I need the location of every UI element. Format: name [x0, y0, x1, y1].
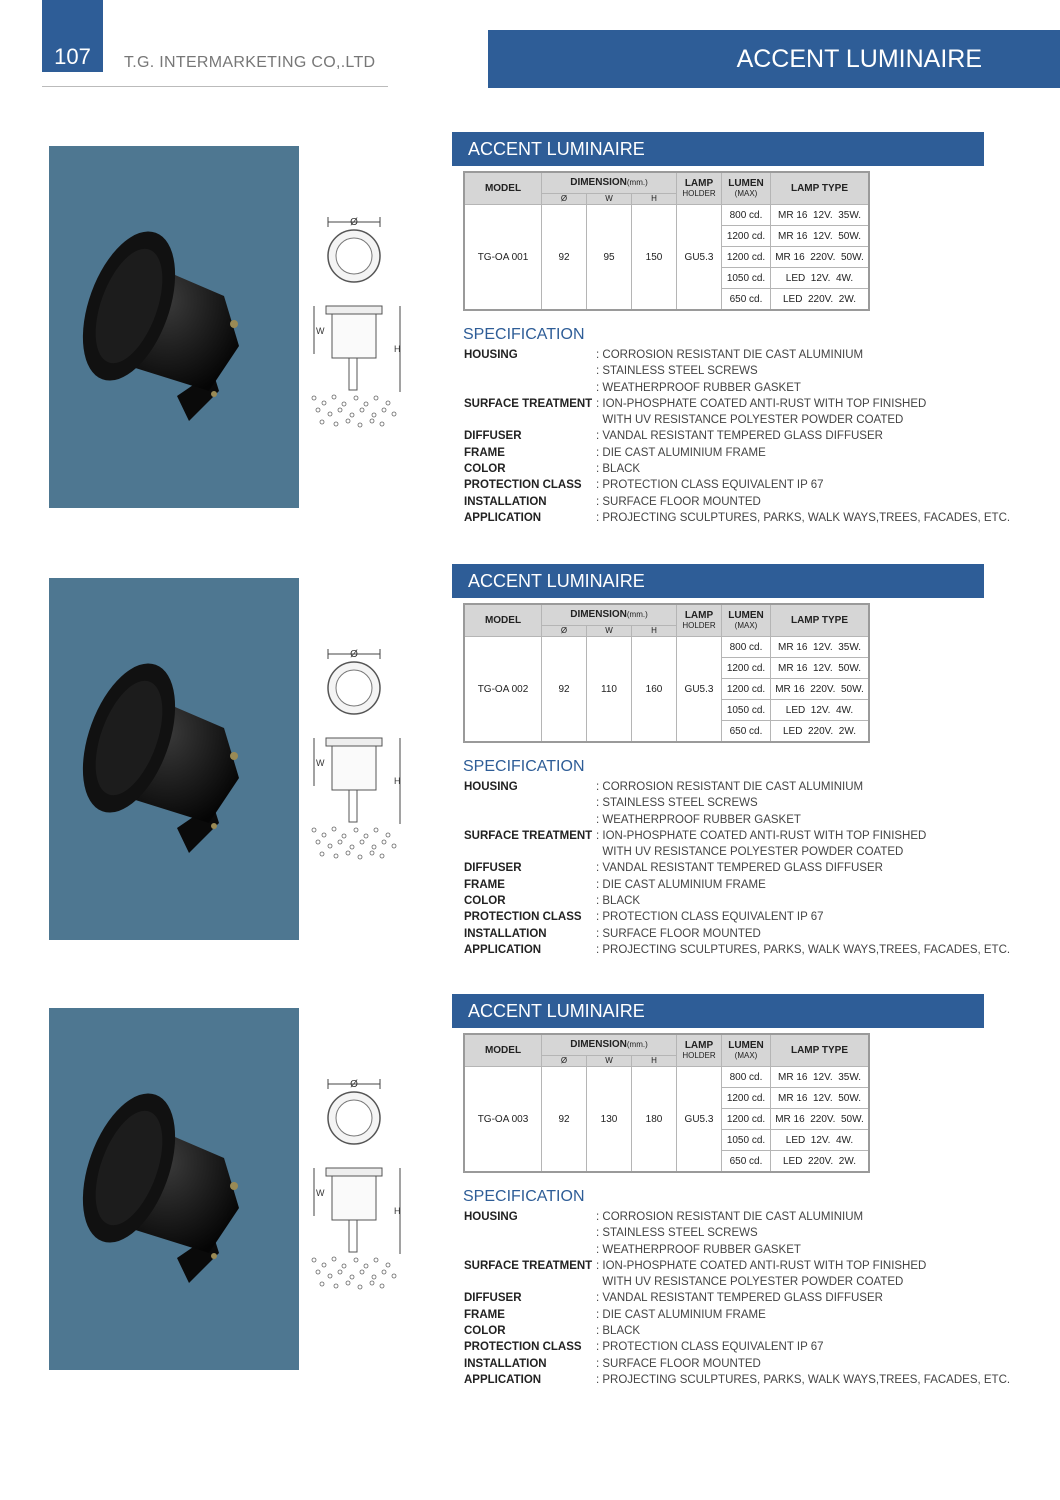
spec-label: INSTALLATION	[464, 927, 547, 940]
spec-value: : PROJECTING SCULPTURES, PARKS, WALK WAYS,TREES, FACADES, ETC.	[596, 943, 1011, 956]
header-h: H	[632, 194, 677, 205]
spec-label: PROTECTION CLASS	[464, 1341, 582, 1354]
spec-label	[464, 844, 596, 860]
spec-table	[463, 1033, 870, 1173]
lumen-cell: 1050 cd.	[722, 1130, 771, 1151]
w-cell: 95	[587, 205, 632, 311]
spec-value: : STAINLESS STEEL SCREWS	[596, 797, 758, 810]
spec-value: : CORROSION RESISTANT DIE CAST ALUMINIUM	[596, 1211, 864, 1223]
lumen-cell: 1050 cd.	[722, 268, 771, 289]
lumen-cell: 1200 cd.	[722, 247, 771, 268]
spec-value: : VANDAL RESISTANT TEMPERED GLASS DIFFUSER	[596, 1292, 883, 1305]
header-diameter: Ø	[542, 1056, 587, 1067]
spec-row	[464, 1323, 1010, 1339]
spec-value: : WEATHERPROOF RUBBER GASKET	[596, 381, 801, 394]
spec-value: : ION-PHOSPHATE COATED ANTI-RUST WITH TOP FINISHED	[596, 397, 927, 410]
specification-list	[464, 347, 1010, 526]
spec-value: : DIE CAST ALUMINIUM FRAME	[596, 878, 766, 891]
lumen-cell: 1200 cd.	[722, 679, 771, 700]
spec-label: INSTALLATION	[464, 495, 547, 508]
section-title: ACCENT LUMINAIRE	[452, 994, 984, 1028]
spec-value: : SURFACE FLOOR MOUNTED	[596, 495, 761, 508]
header-diameter: Ø	[542, 194, 587, 205]
header-lumen: LUMEN (MAX)	[722, 172, 771, 205]
header-model: MODEL	[464, 604, 542, 637]
lamp-holder-cell: GU5.3	[677, 205, 722, 311]
model-cell: TG-OA 003	[464, 1067, 542, 1173]
spec-row	[464, 942, 1010, 958]
lumen-cell: 1050 cd.	[722, 700, 771, 721]
h-label: H	[394, 344, 401, 354]
spec-label	[464, 380, 596, 396]
w-cell: 110	[587, 637, 632, 743]
spec-value: : PROJECTING SCULPTURES, PARKS, WALK WAYS,TREES, FACADES, ETC.	[596, 511, 1011, 524]
table-row	[464, 205, 869, 226]
spec-value: : DIE CAST ALUMINIUM FRAME	[596, 1308, 766, 1321]
spec-row	[464, 494, 1010, 510]
spec-row	[464, 1242, 1010, 1258]
lamp-type-cell: MR 16 12V. 50W.	[771, 226, 870, 247]
header-w: W	[587, 626, 632, 637]
spec-label: APPLICATION	[464, 511, 542, 524]
header-h: H	[632, 626, 677, 637]
spec-label	[464, 363, 596, 379]
spec-value: : STAINLESS STEEL SCREWS	[596, 1227, 758, 1240]
spec-value: : BLACK	[596, 463, 641, 476]
spec-row	[464, 1258, 1010, 1274]
lumen-cell: 800 cd.	[722, 1067, 771, 1088]
header-lamp-type: LAMP TYPE	[771, 1034, 870, 1067]
lamp-type-cell: MR 16 12V. 50W.	[771, 658, 870, 679]
h-label: H	[394, 776, 401, 786]
spec-row	[464, 893, 1010, 909]
spec-value: : VANDAL RESISTANT TEMPERED GLASS DIFFUSER	[596, 862, 883, 875]
spec-row	[464, 1290, 1010, 1306]
lumen-cell: 650 cd.	[722, 1151, 771, 1173]
diameter-label: Ø	[350, 217, 358, 228]
spec-row	[464, 396, 1010, 412]
header-w: W	[587, 194, 632, 205]
spec-label: APPLICATION	[464, 1373, 542, 1386]
spec-row	[464, 926, 1010, 942]
spec-value: : PROTECTION CLASS EQUIVALENT IP 67	[596, 479, 824, 492]
lamp-type-cell: LED 220V. 2W.	[771, 1151, 870, 1173]
spec-label	[464, 412, 596, 428]
spec-label: FRAME	[464, 878, 505, 891]
lamp-type-cell: LED 12V. 4W.	[771, 268, 870, 289]
lumen-cell: 1200 cd.	[722, 226, 771, 247]
h-label: H	[394, 1206, 401, 1216]
page-number: 107	[54, 44, 91, 69]
header-lamp-type: LAMP TYPE	[771, 604, 870, 637]
product-photo	[49, 146, 299, 508]
spec-row	[464, 363, 1010, 379]
product-photo	[49, 1008, 299, 1370]
spec-value: WITH UV RESISTANCE POLYESTER POWDER COATED	[596, 846, 904, 859]
diameter-cell: 92	[542, 1067, 587, 1173]
lumen-cell: 800 cd.	[722, 205, 771, 226]
company-name: T.G. INTERMARKETING CO,.LTD	[124, 54, 376, 71]
banner-title: ACCENT LUMINAIRE	[736, 44, 982, 73]
specification-title: SPECIFICATION	[463, 758, 585, 775]
model-cell: TG-OA 002	[464, 637, 542, 743]
spec-row	[464, 445, 1010, 461]
spotlight-image	[49, 146, 299, 508]
spec-label: SURFACE TREATMENT	[464, 1259, 593, 1272]
diameter-label: Ø	[350, 649, 358, 660]
spec-row	[464, 428, 1010, 444]
spec-label	[464, 1225, 596, 1241]
specification-title: SPECIFICATION	[463, 326, 585, 343]
spec-label: COLOR	[464, 463, 506, 476]
spec-row	[464, 795, 1010, 811]
h-cell: 160	[632, 637, 677, 743]
spec-row	[464, 779, 1010, 795]
technical-drawing	[304, 1076, 404, 1306]
header-model: MODEL	[464, 172, 542, 205]
table-row	[464, 637, 869, 658]
spec-label: COLOR	[464, 1325, 506, 1338]
header-lumen: LUMEN (MAX)	[722, 1034, 771, 1067]
spec-row	[464, 461, 1010, 477]
header-lamp-holder: LAMP HOLDER	[677, 604, 722, 637]
spec-label: PROTECTION CLASS	[464, 479, 582, 492]
spec-table	[463, 603, 870, 743]
spec-row	[464, 412, 1010, 428]
header-lumen: LUMEN (MAX)	[722, 604, 771, 637]
spotlight-image	[49, 1008, 299, 1370]
spec-value: : PROTECTION CLASS EQUIVALENT IP 67	[596, 1341, 824, 1354]
spec-row	[464, 909, 1010, 925]
specification-title: SPECIFICATION	[463, 1188, 585, 1205]
spec-label: SURFACE TREATMENT	[464, 397, 593, 410]
spec-row	[464, 812, 1010, 828]
w-label: W	[316, 1188, 325, 1198]
spec-value: : BLACK	[596, 895, 641, 908]
header-dimension: DIMENSION(mm.)	[542, 604, 677, 626]
header-lamp-holder: LAMP HOLDER	[677, 172, 722, 205]
product-section-1	[0, 132, 1060, 532]
section-title: ACCENT LUMINAIRE	[452, 564, 984, 598]
w-label: W	[316, 758, 325, 768]
specification-list	[464, 779, 1010, 958]
spec-value: : BLACK	[596, 1325, 641, 1338]
spec-row	[464, 1274, 1010, 1290]
spec-row	[464, 1225, 1010, 1241]
spec-label: DIFFUSER	[464, 862, 522, 875]
spec-value: : SURFACE FLOOR MOUNTED	[596, 1357, 761, 1370]
lumen-cell: 650 cd.	[722, 289, 771, 311]
spec-label	[464, 812, 596, 828]
header-diameter: Ø	[542, 626, 587, 637]
spec-label: COLOR	[464, 895, 506, 908]
page-number-box	[42, 0, 103, 72]
header-dimension: DIMENSION(mm.)	[542, 172, 677, 194]
lamp-type-cell: MR 16 12V. 50W.	[771, 1088, 870, 1109]
spec-row	[464, 844, 1010, 860]
product-section-3	[0, 994, 1060, 1394]
lamp-type-cell: LED 220V. 2W.	[771, 721, 870, 743]
lamp-type-cell: MR 16 220V. 50W.	[771, 679, 870, 700]
lamp-holder-cell: GU5.3	[677, 637, 722, 743]
model-cell: TG-OA 001	[464, 205, 542, 311]
technical-drawing	[304, 214, 404, 444]
lamp-type-cell: MR 16 12V. 35W.	[771, 637, 870, 658]
spec-label	[464, 1274, 596, 1290]
spec-label: FRAME	[464, 446, 505, 459]
spec-label: HOUSING	[464, 349, 518, 361]
spec-label: SURFACE TREATMENT	[464, 829, 593, 842]
w-label: W	[316, 326, 325, 336]
spec-row	[464, 510, 1010, 526]
diameter-cell: 92	[542, 637, 587, 743]
spec-value: : PROJECTING SCULPTURES, PARKS, WALK WAYS,TREES, FACADES, ETC.	[596, 1373, 1011, 1386]
header-w: W	[587, 1056, 632, 1067]
w-cell: 130	[587, 1067, 632, 1173]
spec-row	[464, 1372, 1010, 1388]
header-dimension: DIMENSION(mm.)	[542, 1034, 677, 1056]
spec-table	[463, 171, 870, 311]
spec-label: HOUSING	[464, 781, 518, 793]
product-section-2	[0, 564, 1060, 964]
spec-label: FRAME	[464, 1308, 505, 1321]
spec-row	[464, 860, 1010, 876]
spec-value: : STAINLESS STEEL SCREWS	[596, 365, 758, 378]
spec-row	[464, 380, 1010, 396]
spec-row	[464, 877, 1010, 893]
spec-value: : DIE CAST ALUMINIUM FRAME	[596, 446, 766, 459]
header-divider	[42, 86, 388, 87]
header-lamp-holder: LAMP HOLDER	[677, 1034, 722, 1067]
spec-row	[464, 1356, 1010, 1372]
spec-value: : WEATHERPROOF RUBBER GASKET	[596, 813, 801, 826]
specification-list	[464, 1209, 1010, 1388]
lamp-type-cell: MR 16 220V. 50W.	[771, 247, 870, 268]
lamp-type-cell: LED 12V. 4W.	[771, 1130, 870, 1151]
lamp-type-cell: MR 16 12V. 35W.	[771, 1067, 870, 1088]
header-h: H	[632, 1056, 677, 1067]
spec-value: : WEATHERPROOF RUBBER GASKET	[596, 1243, 801, 1256]
lamp-type-cell: LED 12V. 4W.	[771, 700, 870, 721]
spec-value: : ION-PHOSPHATE COATED ANTI-RUST WITH TOP FINISHED	[596, 1259, 927, 1272]
spec-row	[464, 347, 1010, 363]
spec-label	[464, 795, 596, 811]
spec-value: WITH UV RESISTANCE POLYESTER POWDER COATED	[596, 414, 904, 427]
spec-row	[464, 1339, 1010, 1355]
header-model: MODEL	[464, 1034, 542, 1067]
spec-label: DIFFUSER	[464, 1292, 522, 1305]
table-row	[464, 1067, 869, 1088]
lumen-cell: 1200 cd.	[722, 1088, 771, 1109]
spec-label: PROTECTION CLASS	[464, 911, 582, 924]
spec-label: INSTALLATION	[464, 1357, 547, 1370]
spec-value: : CORROSION RESISTANT DIE CAST ALUMINIUM	[596, 349, 864, 361]
spec-value: WITH UV RESISTANCE POLYESTER POWDER COATED	[596, 1276, 904, 1289]
lumen-cell: 1200 cd.	[722, 1109, 771, 1130]
product-photo	[49, 578, 299, 940]
spec-row	[464, 1307, 1010, 1323]
spec-label: APPLICATION	[464, 943, 542, 956]
lamp-type-cell: MR 16 220V. 50W.	[771, 1109, 870, 1130]
section-title: ACCENT LUMINAIRE	[452, 132, 984, 166]
spec-label: HOUSING	[464, 1211, 518, 1223]
spec-row	[464, 828, 1010, 844]
h-cell: 180	[632, 1067, 677, 1173]
spec-value: : PROTECTION CLASS EQUIVALENT IP 67	[596, 911, 824, 924]
spec-value: : SURFACE FLOOR MOUNTED	[596, 927, 761, 940]
spec-row	[464, 1209, 1010, 1225]
spec-value: : ION-PHOSPHATE COATED ANTI-RUST WITH TOP FINISHED	[596, 829, 927, 842]
spotlight-image	[49, 578, 299, 940]
header-lamp-type: LAMP TYPE	[771, 172, 870, 205]
diameter-label: Ø	[350, 1079, 358, 1090]
spec-value: : VANDAL RESISTANT TEMPERED GLASS DIFFUSER	[596, 430, 883, 443]
lumen-cell: 1200 cd.	[722, 658, 771, 679]
technical-drawing	[304, 646, 404, 876]
lamp-type-cell: MR 16 12V. 35W.	[771, 205, 870, 226]
lamp-type-cell: LED 220V. 2W.	[771, 289, 870, 311]
diameter-cell: 92	[542, 205, 587, 311]
spec-label	[464, 1242, 596, 1258]
spec-value: : CORROSION RESISTANT DIE CAST ALUMINIUM	[596, 781, 864, 793]
h-cell: 150	[632, 205, 677, 311]
spec-row	[464, 477, 1010, 493]
lumen-cell: 800 cd.	[722, 637, 771, 658]
header-banner	[488, 30, 1060, 88]
lamp-holder-cell: GU5.3	[677, 1067, 722, 1173]
spec-label: DIFFUSER	[464, 430, 522, 443]
lumen-cell: 650 cd.	[722, 721, 771, 743]
